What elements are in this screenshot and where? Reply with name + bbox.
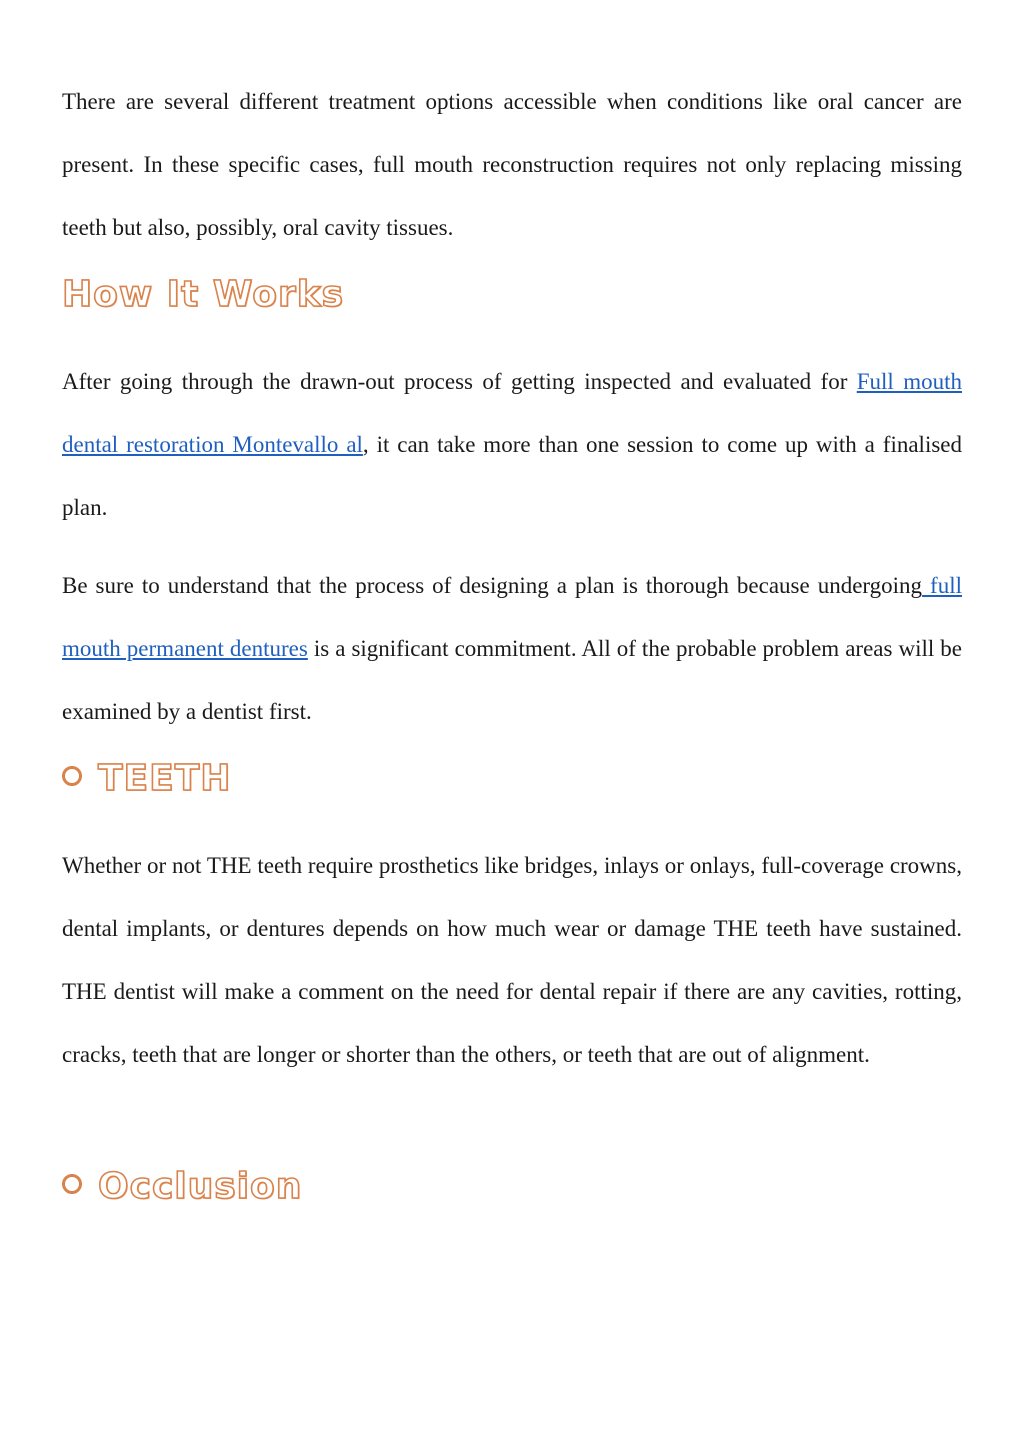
occlusion-heading-text: Occlusion bbox=[98, 1166, 303, 1207]
bullet-circle-icon bbox=[62, 1174, 82, 1194]
how-it-works-paragraph-2 bbox=[62, 554, 962, 743]
teeth-heading-text: TEETH bbox=[98, 758, 232, 799]
intro-paragraph: There are several different treatment options accessible when conditions like oral cancer are present. In these specific cases, full mouth reconstruction requires not only replacing missing teeth but also, possibly, oral cavity tissues. bbox=[62, 89, 962, 240]
occlusion-heading bbox=[62, 1166, 302, 1207]
how-it-works-heading: How It Works bbox=[62, 274, 345, 315]
teeth-paragraph: Whether or not THE teeth require prosthetics like bridges, inlays or onlays, full-coverage crowns, dental implants, or dentures depends on how much wear or damage THE teeth have sustained. THE dentist will make a comment on the need for dental repair if there are any cavities, rotting, cracks, teeth that are longer or shorter than the others, or teeth that are out of alignment. bbox=[62, 853, 962, 1067]
bullet-circle-icon bbox=[62, 766, 82, 786]
paragraph-text: After going through the drawn-out process of getting inspected and evaluated for bbox=[62, 369, 857, 394]
permanent-dentures-link[interactable]: full mouth permanent dentures bbox=[62, 573, 962, 661]
paragraph-text: Be sure to understand that the process of designing a plan is thorough because undergoing bbox=[62, 573, 923, 598]
teeth-heading bbox=[62, 758, 231, 799]
paragraph-text: , it can take more than one session to come up with a finalised plan. bbox=[62, 432, 962, 520]
full-mouth-restoration-link[interactable]: Full mouth dental restoration Montevallo al bbox=[62, 369, 962, 457]
how-it-works-paragraph-1 bbox=[62, 350, 962, 539]
paragraph-text: is a significant commitment. All of the probable problem areas will be examined by a dentist first. bbox=[62, 636, 962, 724]
